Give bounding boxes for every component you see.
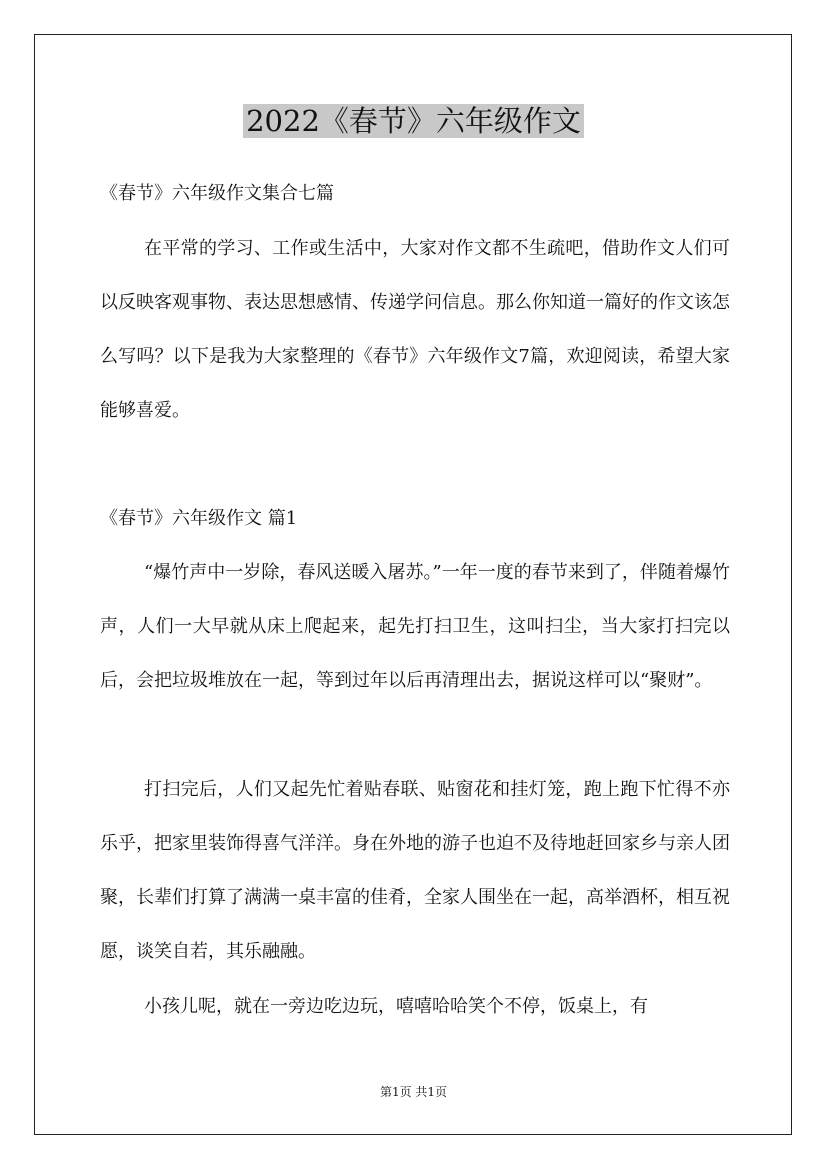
body-paragraph: 小孩儿呢，就在一旁边吃边玩，嘻嘻哈哈笑个不停，饭桌上，有	[144, 996, 648, 1017]
page-footer	[0, 1083, 827, 1101]
document-subtitle: 《春节》六年级作文集合七篇	[100, 183, 334, 204]
document-title-block	[0, 100, 827, 142]
body-paragraph: 打扫完后，人们又起先忙着贴春联、贴窗花和挂灯笼，跑上跑下忙得不亦乐乎，把家里装饰得喜气洋洋。身在外地的游子也迫不及待地赶回家乡与亲人团聚，长辈们打算了满满一桌丰富的佳肴，全家人围坐在一起，高举酒杯，相互祝愿，谈笑自若，其乐融融。	[100, 779, 730, 962]
intro-paragraph: 在平常的学习、工作或生活中，大家对作文都不生疏吧，借助作文人们可以反映客观事物、表达思想感情、传递学问信息。那么你知道一篇好的作文该怎么写吗？以下是我为大家整理的《春节》六年级作文7篇，欢迎阅读，希望大家能够喜爱。	[100, 238, 730, 421]
document-title: 2022《春节》六年级作文	[243, 104, 584, 138]
section-heading: 《春节》六年级作文 篇1	[100, 508, 298, 529]
page-indicator: 第1页 共1页	[379, 1085, 448, 1099]
body-paragraph: “爆竹声中一岁除，春风送暖入屠苏。”一年一度的春节来到了，伴随着爆竹声，人们一大早就从床上爬起来，起先打扫卫生，这叫扫尘，当大家打扫完以后，会把垃圾堆放在一起，等到过年以后再清理出去，据说这样可以“聚财”。	[100, 562, 730, 691]
